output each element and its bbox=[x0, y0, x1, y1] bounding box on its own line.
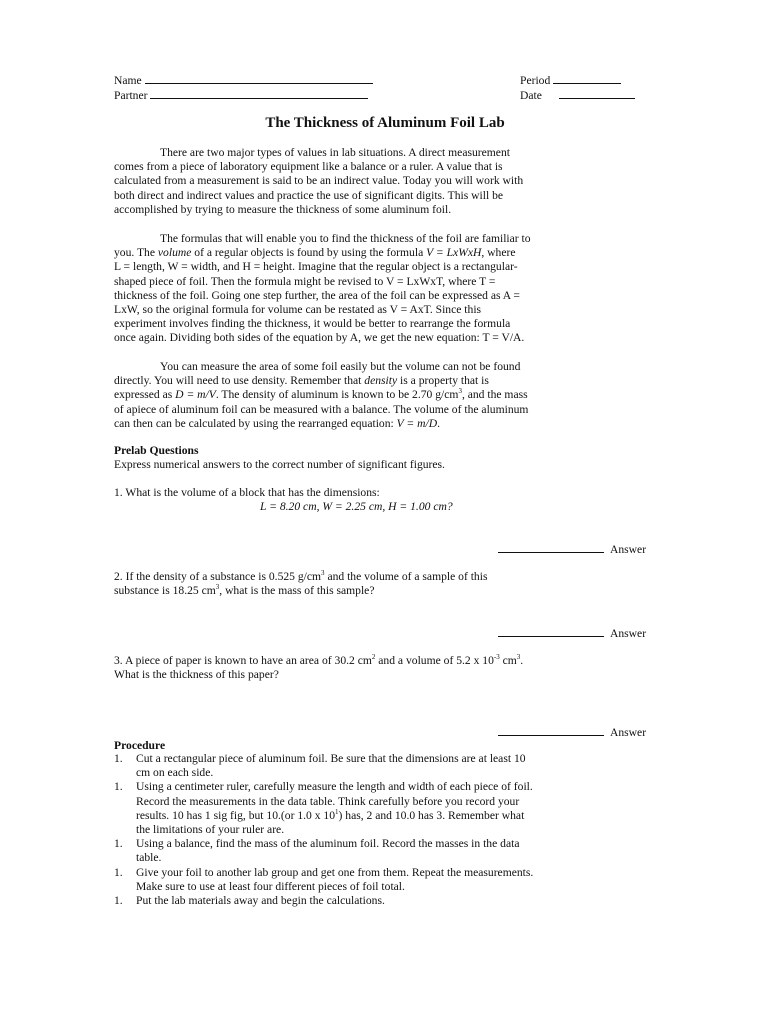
partner-blank[interactable] bbox=[150, 88, 368, 99]
formulas-paragraph bbox=[114, 232, 656, 346]
name-blank[interactable] bbox=[145, 73, 373, 84]
density-line bbox=[114, 374, 656, 388]
answer-label: Answer bbox=[610, 543, 647, 556]
step-line: table. bbox=[136, 851, 162, 865]
formula-run: V = m/D bbox=[396, 416, 438, 430]
step-line: Using a centimeter ruler, carefully measure the length and width of each piece of foil. bbox=[136, 780, 533, 794]
answer-blank[interactable] bbox=[498, 725, 604, 736]
date-label: Date bbox=[520, 89, 542, 102]
question-3-line2: What is the thickness of this paper? bbox=[114, 668, 279, 681]
step-line: Record the measurements in the data table. Think carefully before you record your bbox=[136, 794, 520, 808]
formulas-line: LxW, so the original formula for volume can be restated as V = AxT. Since this bbox=[114, 303, 482, 317]
procedure-step bbox=[114, 780, 674, 837]
step-line bbox=[136, 809, 674, 823]
step-line: Cut a rectangular piece of aluminum foil. Be sure that the dimensions are at least 10 bbox=[136, 752, 526, 765]
formula-run: D = m/V bbox=[175, 388, 216, 402]
text-run: cm bbox=[499, 654, 517, 667]
density-line: You can measure the area of some foil easily but the volume can not be found bbox=[160, 360, 521, 373]
text-run: , what is the mass of this sample? bbox=[219, 584, 375, 597]
intro-line: comes from a piece of laboratory equipment like a balance or a ruler. A value that is bbox=[114, 160, 503, 174]
step-number: 1. bbox=[114, 837, 123, 851]
italic-run: density bbox=[364, 374, 398, 388]
intro-line: There are two major types of values in lab situations. A direct measurement bbox=[160, 146, 510, 159]
formula-run: V = LxWxH bbox=[426, 246, 482, 260]
question-1-dimensions bbox=[260, 500, 453, 514]
formulas-line: experiment involves finding the thickness, it would be better to rearrange the formula bbox=[114, 317, 511, 331]
date-blank[interactable] bbox=[559, 88, 635, 99]
procedure-step bbox=[114, 894, 674, 908]
text-run: and the volume of a sample of this bbox=[324, 570, 488, 583]
text-run: , and the mass bbox=[461, 388, 528, 402]
formulas-line: thickness of the foil. Going one step further, the area of the foil can be expressed as A = bbox=[114, 288, 520, 302]
formulas-line: L = length, W = width, and H = height. Imagine that the regular object is a rectangular- bbox=[114, 260, 518, 274]
period-blank[interactable] bbox=[553, 73, 621, 84]
intro-line: accomplished by trying to measure the thickness of some aluminum foil. bbox=[114, 202, 452, 216]
step-number: 1. bbox=[114, 865, 123, 879]
partner-field[interactable] bbox=[114, 88, 368, 103]
superscript: 3 bbox=[458, 387, 462, 396]
date-field[interactable] bbox=[520, 88, 635, 103]
name-label: Name bbox=[114, 74, 142, 87]
answer-3[interactable] bbox=[498, 725, 646, 740]
text-run: results. 10 has 1 sig fig, but 10.(or 1.0 x 10 bbox=[136, 808, 336, 822]
answer-blank[interactable] bbox=[498, 542, 604, 553]
text-run: 3. A piece of paper is known to have an area of 30.2 cm bbox=[114, 654, 372, 667]
text-run: expressed as bbox=[114, 388, 176, 402]
formulas-line: once again. Dividing both sides of the equation by A, we get the new equation: T = V/A. bbox=[114, 331, 525, 345]
text-run: . The density of aluminum is known to be 2.70 g/cm bbox=[215, 388, 459, 402]
superscript: 3 bbox=[321, 569, 325, 578]
superscript: 3 bbox=[516, 653, 521, 662]
density-paragraph bbox=[114, 360, 656, 431]
text-run: you. The bbox=[114, 246, 158, 260]
procedure-step bbox=[114, 752, 674, 780]
question-2-line2 bbox=[114, 584, 374, 598]
step-number: 1. bbox=[114, 894, 123, 908]
formulas-line: The formulas that will enable you to find the thickness of the foil are familiar to bbox=[160, 232, 531, 245]
procedure-list bbox=[114, 752, 674, 908]
partner-label: Partner bbox=[114, 89, 148, 102]
text-run: . bbox=[437, 416, 441, 430]
density-line bbox=[114, 417, 656, 431]
text-run: of a regular objects is found by using the formula bbox=[191, 246, 427, 260]
italic-run: volume bbox=[157, 246, 192, 260]
intro-line: both direct and indirect values and practice the use of significant digits. This will be bbox=[114, 188, 504, 202]
text-run: , where bbox=[481, 246, 516, 260]
superscript: -3 bbox=[493, 653, 500, 662]
text-run: 2. If the density of a substance is 0.525 g/cm bbox=[114, 570, 322, 583]
text-run: ) has, 2 and 10.0 has 3. Remember what bbox=[338, 808, 525, 822]
answer-label: Answer bbox=[610, 627, 647, 640]
page-title: The Thickness of Aluminum Foil Lab bbox=[265, 115, 505, 131]
formula-run: L = 8.20 cm, W = 2.25 cm, H = 1.00 cm? bbox=[260, 500, 453, 513]
text-run: and a volume of 5.2 x 10 bbox=[375, 654, 494, 667]
formulas-line: shaped piece of foil. Then the formula might be revised to V = LxWxT, where T = bbox=[114, 274, 496, 288]
formulas-line bbox=[114, 246, 656, 260]
step-line: Make sure to use at least four different pieces of foil total. bbox=[136, 879, 405, 893]
superscript: 2 bbox=[371, 653, 376, 662]
answer-label: Answer bbox=[610, 726, 647, 739]
step-line: Put the lab materials away and begin the calculations. bbox=[136, 894, 385, 908]
procedure-step bbox=[114, 866, 674, 894]
answer-2[interactable] bbox=[498, 626, 646, 641]
intro-paragraph bbox=[114, 146, 656, 217]
text-run: is a property that is bbox=[397, 374, 489, 388]
density-line bbox=[114, 388, 656, 402]
procedure-heading: Procedure bbox=[114, 739, 166, 752]
text-run: . bbox=[520, 654, 524, 667]
step-number: 1. bbox=[114, 752, 123, 765]
period-label: Period bbox=[520, 74, 551, 87]
step-line: the limitations of your ruler are. bbox=[136, 823, 285, 837]
period-field[interactable] bbox=[520, 73, 621, 88]
question-1: 1. What is the volume of a block that has the dimensions: bbox=[114, 486, 380, 499]
question-3 bbox=[114, 654, 523, 668]
answer-blank[interactable] bbox=[498, 626, 604, 637]
text-run: directly. You will need to use density. Remember that bbox=[114, 374, 365, 388]
answer-1[interactable] bbox=[498, 542, 646, 557]
density-line: of apiece of aluminum foil can be measured with a balance. The volume of the aluminum bbox=[114, 402, 529, 416]
name-field[interactable] bbox=[114, 73, 373, 88]
step-number: 1. bbox=[114, 780, 123, 794]
step-line: Give your foil to another lab group and get one from them. Repeat the measurements. bbox=[136, 865, 534, 879]
prelab-heading: Prelab Questions bbox=[114, 444, 199, 457]
prelab-instructions: Express numerical answers to the correct number of significant figures. bbox=[114, 458, 445, 471]
step-line: cm on each side. bbox=[136, 766, 214, 780]
procedure-step bbox=[114, 837, 674, 865]
text-run: substance is 18.25 cm bbox=[114, 584, 216, 597]
step-line: Using a balance, find the mass of the aluminum foil. Record the masses in the data bbox=[136, 837, 520, 851]
superscript: 1 bbox=[335, 807, 339, 816]
superscript: 3 bbox=[215, 583, 220, 592]
text-run: can then can be calculated by using the rearranged equation: bbox=[114, 416, 397, 430]
question-2 bbox=[114, 570, 487, 584]
intro-line: calculated from a measurement is said to be an indirect value. Today you will work with bbox=[114, 174, 524, 188]
